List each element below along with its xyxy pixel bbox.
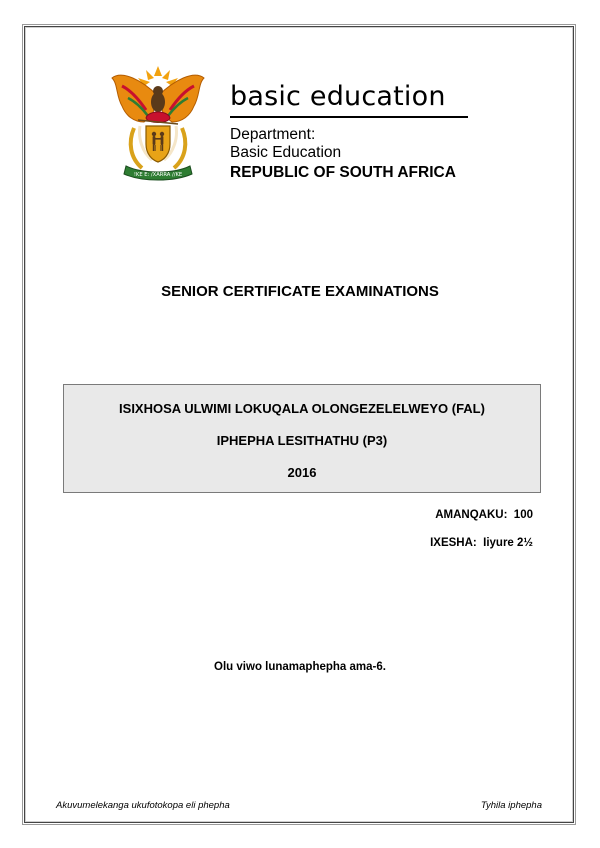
exam-heading: SENIOR CERTIFICATE EXAMINATIONS (161, 283, 439, 300)
country-name: REPUBLIC OF SOUTH AFRICA (230, 164, 456, 181)
department-brand (230, 80, 470, 182)
coat-of-arms-logo (108, 62, 208, 184)
department-name: Basic Education (230, 144, 342, 161)
exam-duration: IXESHA: Iiyure 2½ (430, 537, 533, 549)
copyright-notice: Akuvumelekanga ukufotokopa eli phepha (56, 800, 230, 811)
page-count-note: Olu viwo lunamaphepha ama-6. (214, 661, 386, 673)
brand-title: basic education (230, 81, 446, 112)
subject-title: ISIXHOSA ULWIMI LOKUQALA OLONGEZELELWEYO (FAL) (119, 401, 485, 416)
exam-year: 2016 (287, 465, 317, 480)
marks-total: AMANQAKU: 100 (435, 509, 533, 521)
paper-title: IPHEPHA LESITHATHU (P3) (216, 433, 388, 448)
subject-box (63, 384, 541, 493)
motto-text: !KE E: /XARRA //KE (133, 172, 183, 178)
department-label: Department: (230, 126, 316, 143)
brand-underline (230, 116, 468, 118)
turn-page-note: Tyhila iphepha (480, 800, 542, 811)
